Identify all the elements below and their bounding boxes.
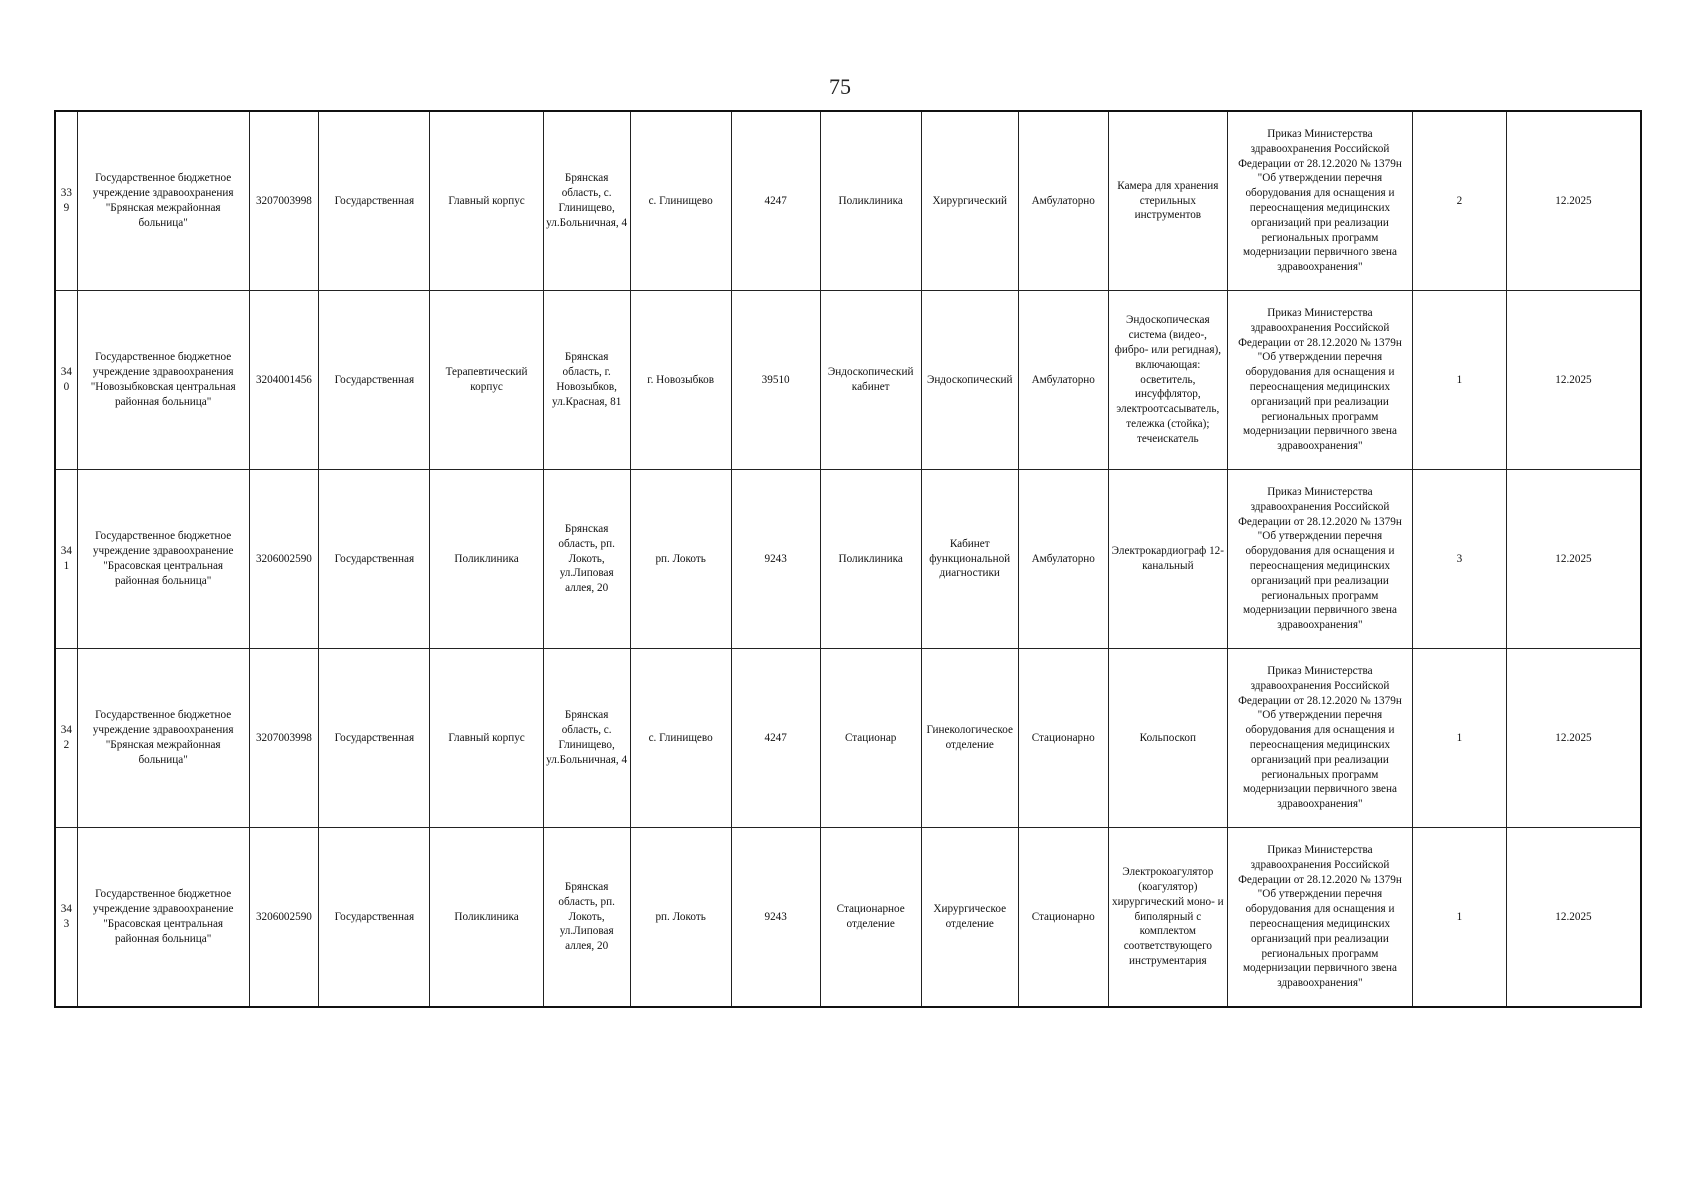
locality-cell: рп. Локоть [630,828,731,1008]
delivery-date-cell: 12.2025 [1506,291,1641,470]
legal-basis-cell: Приказ Министерства здравоохранения Российской Федерации от 28.12.2020 № 1379н "Об утверждении перечня оборудования для оснащения и переоснащения медицинских организаций при реализации региональных программ модернизации первичного звена здравоохранения" [1227,111,1412,291]
population-cell: 9243 [731,828,820,1008]
page-number: 75 [829,74,851,99]
locality-cell: г. Новозыбков [630,291,731,470]
building-name-cell: Терапевтический корпус [430,291,543,470]
inn-code-cell: 3206002590 [249,828,319,1008]
inn-code-cell: 3206002590 [249,470,319,649]
department-name-cell: Гинекологическое отделение [921,649,1018,828]
care-form-cell: Амбулаторно [1018,470,1108,649]
department-name-cell: Эндоскопический [921,291,1018,470]
table-row [55,111,1641,291]
population-cell: 4247 [731,649,820,828]
delivery-date-cell: 12.2025 [1506,470,1641,649]
table-row [55,291,1641,470]
address-cell: Брянская область, рп. Локоть, ул.Липовая аллея, 20 [543,470,630,649]
row-number-cell: 340 [55,291,77,470]
legal-basis-cell: Приказ Министерства здравоохранения Российской Федерации от 28.12.2020 № 1379н "Об утверждении перечня оборудования для оснащения и переоснащения медицинских организаций при реализации региональных программ модернизации первичного звена здравоохранения" [1227,649,1412,828]
equipment-name-cell: Электрокоагулятор (коагулятор) хирургический моно- и биполярный с комплектом соответствующего инструментария [1108,828,1227,1008]
inn-code-cell: 3204001456 [249,291,319,470]
organization-name-cell: Государственное бюджетное учреждение здравоохранения "Новозыбковская центральная районная больница" [77,291,249,470]
organization-name-cell: Государственное бюджетное учреждение здравоохранение "Брасовская центральная районная больница" [77,828,249,1008]
population-cell: 39510 [731,291,820,470]
quantity-cell: 1 [1412,649,1506,828]
unit-name-cell: Эндоскопический кабинет [820,291,921,470]
organization-name-cell: Государственное бюджетное учреждение здравоохранения "Брянская межрайонная больница" [77,649,249,828]
care-form-cell: Амбулаторно [1018,111,1108,291]
equipment-name-cell: Камера для хранения стерильных инструментов [1108,111,1227,291]
department-name-cell: Хирургическое отделение [921,828,1018,1008]
quantity-cell: 1 [1412,828,1506,1008]
unit-name-cell: Поликлиника [820,111,921,291]
row-number-cell: 342 [55,649,77,828]
legal-basis-cell: Приказ Министерства здравоохранения Российской Федерации от 28.12.2020 № 1379н "Об утверждении перечня оборудования для оснащения и переоснащения медицинских организаций при реализации региональных программ модернизации первичного звена здравоохранения" [1227,828,1412,1008]
care-form-cell: Стационарно [1018,649,1108,828]
delivery-date-cell: 12.2025 [1506,828,1641,1008]
locality-cell: с. Глинищево [630,111,731,291]
address-cell: Брянская область, рп. Локоть, ул.Липовая аллея, 20 [543,828,630,1008]
equipment-name-cell: Кольпоскоп [1108,649,1227,828]
organization-name-cell: Государственное бюджетное учреждение здравоохранения "Брянская межрайонная больница" [77,111,249,291]
equipment-name-cell: Эндоскопическая система (видео-, фибро- или регидная), включающая: осветитель, инсуффлятор, электроотсасыватель, тележка (стойка); течеискатель [1108,291,1227,470]
organization-name-cell: Государственное бюджетное учреждение здравоохранение "Брасовская центральная районная больница" [77,470,249,649]
table-row [55,828,1641,1008]
ownership-type-cell: Государственная [319,291,430,470]
ownership-type-cell: Государственная [319,828,430,1008]
department-name-cell: Кабинет функциональной диагностики [921,470,1018,649]
building-name-cell: Главный корпус [430,111,543,291]
ownership-type-cell: Государственная [319,111,430,291]
unit-name-cell: Стационарное отделение [820,828,921,1008]
care-form-cell: Амбулаторно [1018,291,1108,470]
care-form-cell: Стационарно [1018,828,1108,1008]
row-number-cell: 343 [55,828,77,1008]
department-name-cell: Хирургический [921,111,1018,291]
locality-cell: с. Глинищево [630,649,731,828]
inn-code-cell: 3207003998 [249,111,319,291]
table-row [55,649,1641,828]
population-cell: 9243 [731,470,820,649]
quantity-cell: 3 [1412,470,1506,649]
legal-basis-cell: Приказ Министерства здравоохранения Российской Федерации от 28.12.2020 № 1379н "Об утверждении перечня оборудования для оснащения и переоснащения медицинских организаций при реализации региональных программ модернизации первичного звена здравоохранения" [1227,291,1412,470]
address-cell: Брянская область, с. Глинищево, ул.Больничная, 4 [543,111,630,291]
delivery-date-cell: 12.2025 [1506,649,1641,828]
address-cell: Брянская область, с. Глинищево, ул.Больничная, 4 [543,649,630,828]
quantity-cell: 2 [1412,111,1506,291]
equipment-name-cell: Электрокардиограф 12-канальный [1108,470,1227,649]
quantity-cell: 1 [1412,291,1506,470]
delivery-date-cell: 12.2025 [1506,111,1641,291]
equipment-table [54,110,1642,1008]
row-number-cell: 341 [55,470,77,649]
table-row [55,470,1641,649]
building-name-cell: Главный корпус [430,649,543,828]
row-number-cell: 339 [55,111,77,291]
table-body [55,111,1641,1007]
ownership-type-cell: Государственная [319,470,430,649]
ownership-type-cell: Государственная [319,649,430,828]
inn-code-cell: 3207003998 [249,649,319,828]
address-cell: Брянская область, г. Новозыбков, ул.Красная, 81 [543,291,630,470]
locality-cell: рп. Локоть [630,470,731,649]
unit-name-cell: Стационар [820,649,921,828]
legal-basis-cell: Приказ Министерства здравоохранения Российской Федерации от 28.12.2020 № 1379н "Об утверждении перечня оборудования для оснащения и переоснащения медицинских организаций при реализации региональных программ модернизации первичного звена здравоохранения" [1227,470,1412,649]
building-name-cell: Поликлиника [430,828,543,1008]
unit-name-cell: Поликлиника [820,470,921,649]
building-name-cell: Поликлиника [430,470,543,649]
population-cell: 4247 [731,111,820,291]
